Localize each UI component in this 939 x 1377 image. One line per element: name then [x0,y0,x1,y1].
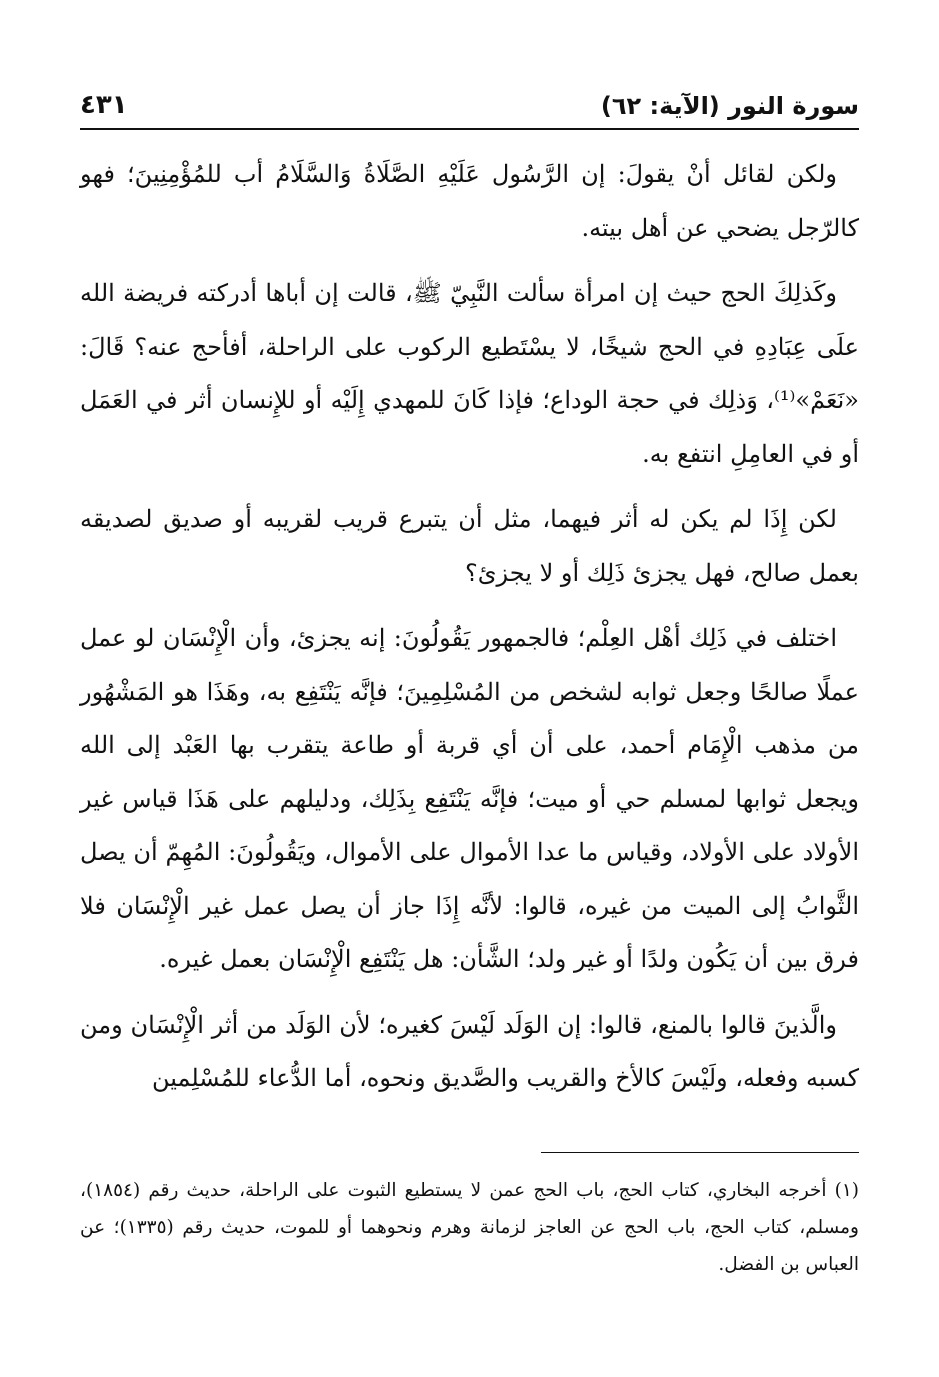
paragraph-5: والَّذينَ قالوا بالمنع، قالوا: إن الوَلَد لَيْسَ كغيره؛ لأن الوَلَد من أثر الْإِنْسَان ومن كسبه وفعله، ولَيْسَ كالأخ والقريب والصَّديق ونحوه، أما الدُّعاء للمُسْلِمين [80,1010,859,1092]
paragraph-3: لكن إِذَا لم يكن له أثر فيهما، مثل أن يتبرع قريب لقريبه أو صديق لصديقه بعمل صالح، فهل يجزئ ذَلِك أو لا يجزئ؟ [80,505,859,587]
paragraph-2: وكَذلِكَ الحج حيث إن امرأة سألت النَّبِيّ ﷺ، قالت إن أباها أدركته فريضة الله علَى عِبَادِهِ في الحج شيخًا، لا يسْتَطيع الركوب على الراحلة، أفأحج عنه؟ قَالَ: «نَعَمْ»⁽¹⁾، وَذلِك في حجة الوداع؛ فإذا كَانَ للمهدي إِلَيْه أو للإِنسان أثر في العَمَل أو في العامِلِ انتفع به. [80,279,859,468]
body-text [80,148,859,1118]
footnote-text: (١) أخرجه البخاري، كتاب الحج، باب الحج عمن لا يستطيع الثبوت على الراحلة، حديث رقم (١٨٥٤)، ومسلم، كتاب الحج، باب الحج عن العاجز لزمانة وهرم ونحوهما أو للموت، حديث رقم (١٣٣٥)؛ عن العباس بن الفضل. [80,1180,859,1275]
page-header [80,86,859,130]
footnote [80,1172,859,1283]
footnote-separator [541,1152,859,1153]
header-rule [80,128,859,130]
running-title: سورة النور (الآية: ٦٢) [600,92,859,120]
paragraph-1: ولكن لقائل أنْ يقولَ: إن الرَّسُول عَلَيْهِ الصَّلَاةُ وَالسَّلَامُ أب للمُؤْمِنِينَ؛ فهو كالرّجل يضحي عن أهل بيته. [80,160,859,242]
paragraph-4: اختلف في ذَلِك أهْل العِلْم؛ فالجمهور يَقُولُونَ: إنه يجزئ، وأن الْإِنْسَان لو عمل عملًا صالحًا وجعل ثوابه لشخص من المُسْلِمِينَ؛ فإنَّه يَنْتَفِع به، وهَذَا هو المَشْهُور من مذهب الْإِمَام أحمد، على أن أي قربة أو طاعة يتقرب بها العَبْد إلى الله ويجعل ثوابها لمسلم حي أو ميت؛ فإنَّه يَنْتَفِع بِذَلِك، ودليلهم على هَذَا قياس غير الأولاد على الأولاد، وقياس ما عدا الأموال على الأموال، ويَقُولُونَ: المُهِمّ أن يصل الثَّوابُ إلى الميت من غيره، قالوا: لأنَّه إِذَا جاز أن يصل عمل غير الْإِنْسَان فلا فرق بين أن يَكُون ولدًا أو غير ولد؛ الشَّأن: هل يَنْتَفِع الْإِنْسَان بعمل غيره. [80,624,859,973]
page-number: ٤٣١ [80,90,128,120]
